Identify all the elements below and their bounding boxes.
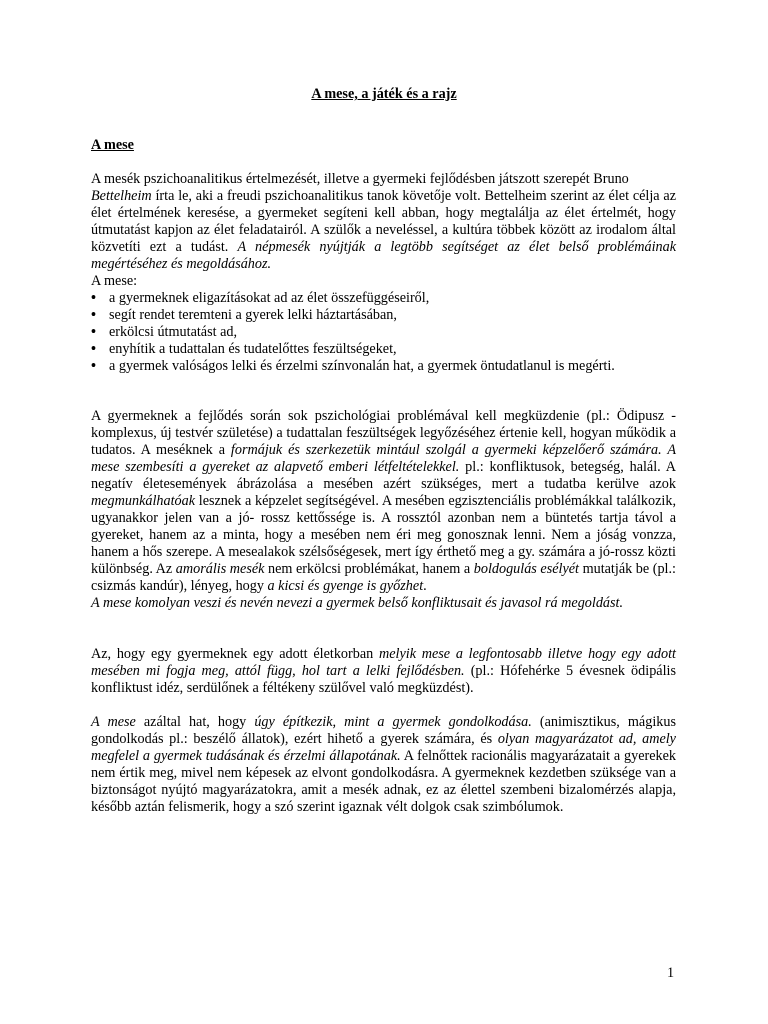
paragraph-text bbox=[91, 714, 676, 816]
emphasis-run: formájuk és szerkezetük mintául szolgál a gyermeki képzelőerő számára. A mese szembesíti a gyereket az alapvető emberi létfeltételekkel. bbox=[91, 442, 676, 475]
intro-line-1: A mesék pszichoanalitikus értelmezését, illetve a gyermeki fejlődésben játszott szerepét Bruno bbox=[91, 171, 629, 187]
section-heading: A mese bbox=[91, 137, 134, 153]
emphasis-run: A mese komolyan veszi és nevén nevezi a gyermek belső konfliktusait és javasol rá megoldást. bbox=[91, 595, 624, 611]
text-run: Az, hogy egy gyermeknek egy adott életkorban bbox=[91, 646, 379, 662]
paragraph-text bbox=[91, 408, 676, 595]
text-run: pl.: konfliktusok, betegség, halál. A negatív életesemények ábrázolása a mesében azért szükséges, mert a tudatba kerülve azok bbox=[91, 459, 676, 492]
text-run: (animisztikus, mágikus gondolkodás pl.: beszélő állatok), ezért hihető a gyerek számára, és bbox=[91, 714, 676, 747]
text-run: A gyermeknek a fejlődés során sok pszichológiai problémával kell megküzdenie (pl.: Ödipusz - komplexus, új testvér születése) a tudattalan feszültségek legyőzéséhez értenie kell, hogyan működik a tudatos. A meséknek a bbox=[91, 408, 676, 458]
paragraph-conclusion bbox=[91, 595, 676, 612]
emphasis-run: megmunkálhatóak bbox=[91, 493, 196, 509]
list-item: • a gyermek valóságos lelki és érzelmi színvonalán hat, a gyermek öntudatlanul is megérti. bbox=[91, 358, 676, 375]
intro-text: írta le, aki a freudi pszichoanalitikus tanok követője volt. Bettelheim szerint az élet célja az élet értelmének keresése, a gyermeket segíteni kell abban, hogy megtalálja az élet értelmét, hogy útmutatást kapjon az élet feladatairól. A szülők a neveléssel, a kultúra többek között az irodalom által közvetíti ezt a tudást. bbox=[91, 188, 676, 255]
text-run: (pl.: Hófehérke 5 évesnek ödipális konfliktust idéz, serdülőnek a féltékeny szülővel való megküzdést). bbox=[91, 663, 676, 696]
text-run: azáltal hat, hogy bbox=[135, 714, 255, 730]
intro-block bbox=[91, 171, 676, 375]
paragraph-development bbox=[91, 408, 676, 612]
intro-paragraph bbox=[91, 188, 676, 273]
author-name: Bettelheim bbox=[91, 188, 152, 204]
page-number: 1 bbox=[667, 965, 675, 981]
emphasis-run: úgy építkezik, mint a gyermek gondolkodása. bbox=[254, 714, 532, 730]
list-item: • enyhítik a tudattalan és tudatelőttes feszültségeket, bbox=[91, 341, 676, 358]
emphasis-run: amorális mesék bbox=[175, 561, 265, 577]
emphasis-run: boldogulás esélyét bbox=[473, 561, 579, 577]
text-run: A felnőttek racionális magyarázatait a gyerekek nem értik meg, mivel nem képesek az elvont gondolkodásra. A gyermeknek kezdetben szüksége van a biztonságot nyújtó magyarázatokra, amit a mesék adnak, ez az élettel szembeni bizalomérzés alapja, később aztán felismerik, hogy a szó szerint igaznak vélt dolgok csak szimbólumok. bbox=[91, 748, 676, 815]
emphasis-run: olyan magyarázatot ad, amely megfelel a gyermek tudásának és érzelmi állapotának. bbox=[91, 731, 676, 764]
text-run: . bbox=[423, 578, 427, 594]
list-item: • erkölcsi útmutatást ad, bbox=[91, 324, 676, 341]
list-item: • segít rendet teremteni a gyerek lelki háztartásában, bbox=[91, 307, 676, 324]
text-run: mutatják be (pl.: csizmás kandúr), lényeg, hogy bbox=[91, 561, 676, 594]
intro-emphasis: A népmesék nyújtják a legtöbb segítséget az élet belső problémáinak megértéséhez és megoldásához. bbox=[91, 239, 676, 272]
emphasis-run: A mese bbox=[91, 714, 136, 730]
list-item: • a gyermeknek eligazításokat ad az élet összefüggéseiről, bbox=[91, 290, 676, 307]
bullet-list bbox=[91, 290, 676, 375]
paragraph-text bbox=[91, 646, 676, 697]
text-run: nem erkölcsi problémákat, hanem a bbox=[264, 561, 474, 577]
emphasis-run: a kicsi és gyenge is győzhet bbox=[267, 578, 424, 594]
emphasis-run: melyik mese a legfontosabb illetve hogy egy adott mesében mi fogja meg, attól függ, hol tart a lelki fejlődésben. bbox=[91, 646, 676, 679]
paragraph-thinking bbox=[91, 714, 676, 816]
page-title: A mese, a játék és a rajz bbox=[311, 86, 457, 102]
text-run: lesznek a képzelet segítségével. A mesében egzisztenciális problémákkal találkozik, ugyanakkor jelen van a jó- rossz kettőssége is. A rossztól azonban nem a büntetés tartja távol a gyereket, hanem az a minta, hogy a mesében nem éri meg gonosznak lenni. Nem a jóság vonzza, hanem a hős szerepe. A mesealakok szélsőségesek, mert így érthető meg a gy. számára a jó-rossz közti különbség. Az bbox=[91, 493, 676, 577]
paragraph-age bbox=[91, 646, 676, 697]
list-intro: A mese: bbox=[91, 273, 138, 289]
